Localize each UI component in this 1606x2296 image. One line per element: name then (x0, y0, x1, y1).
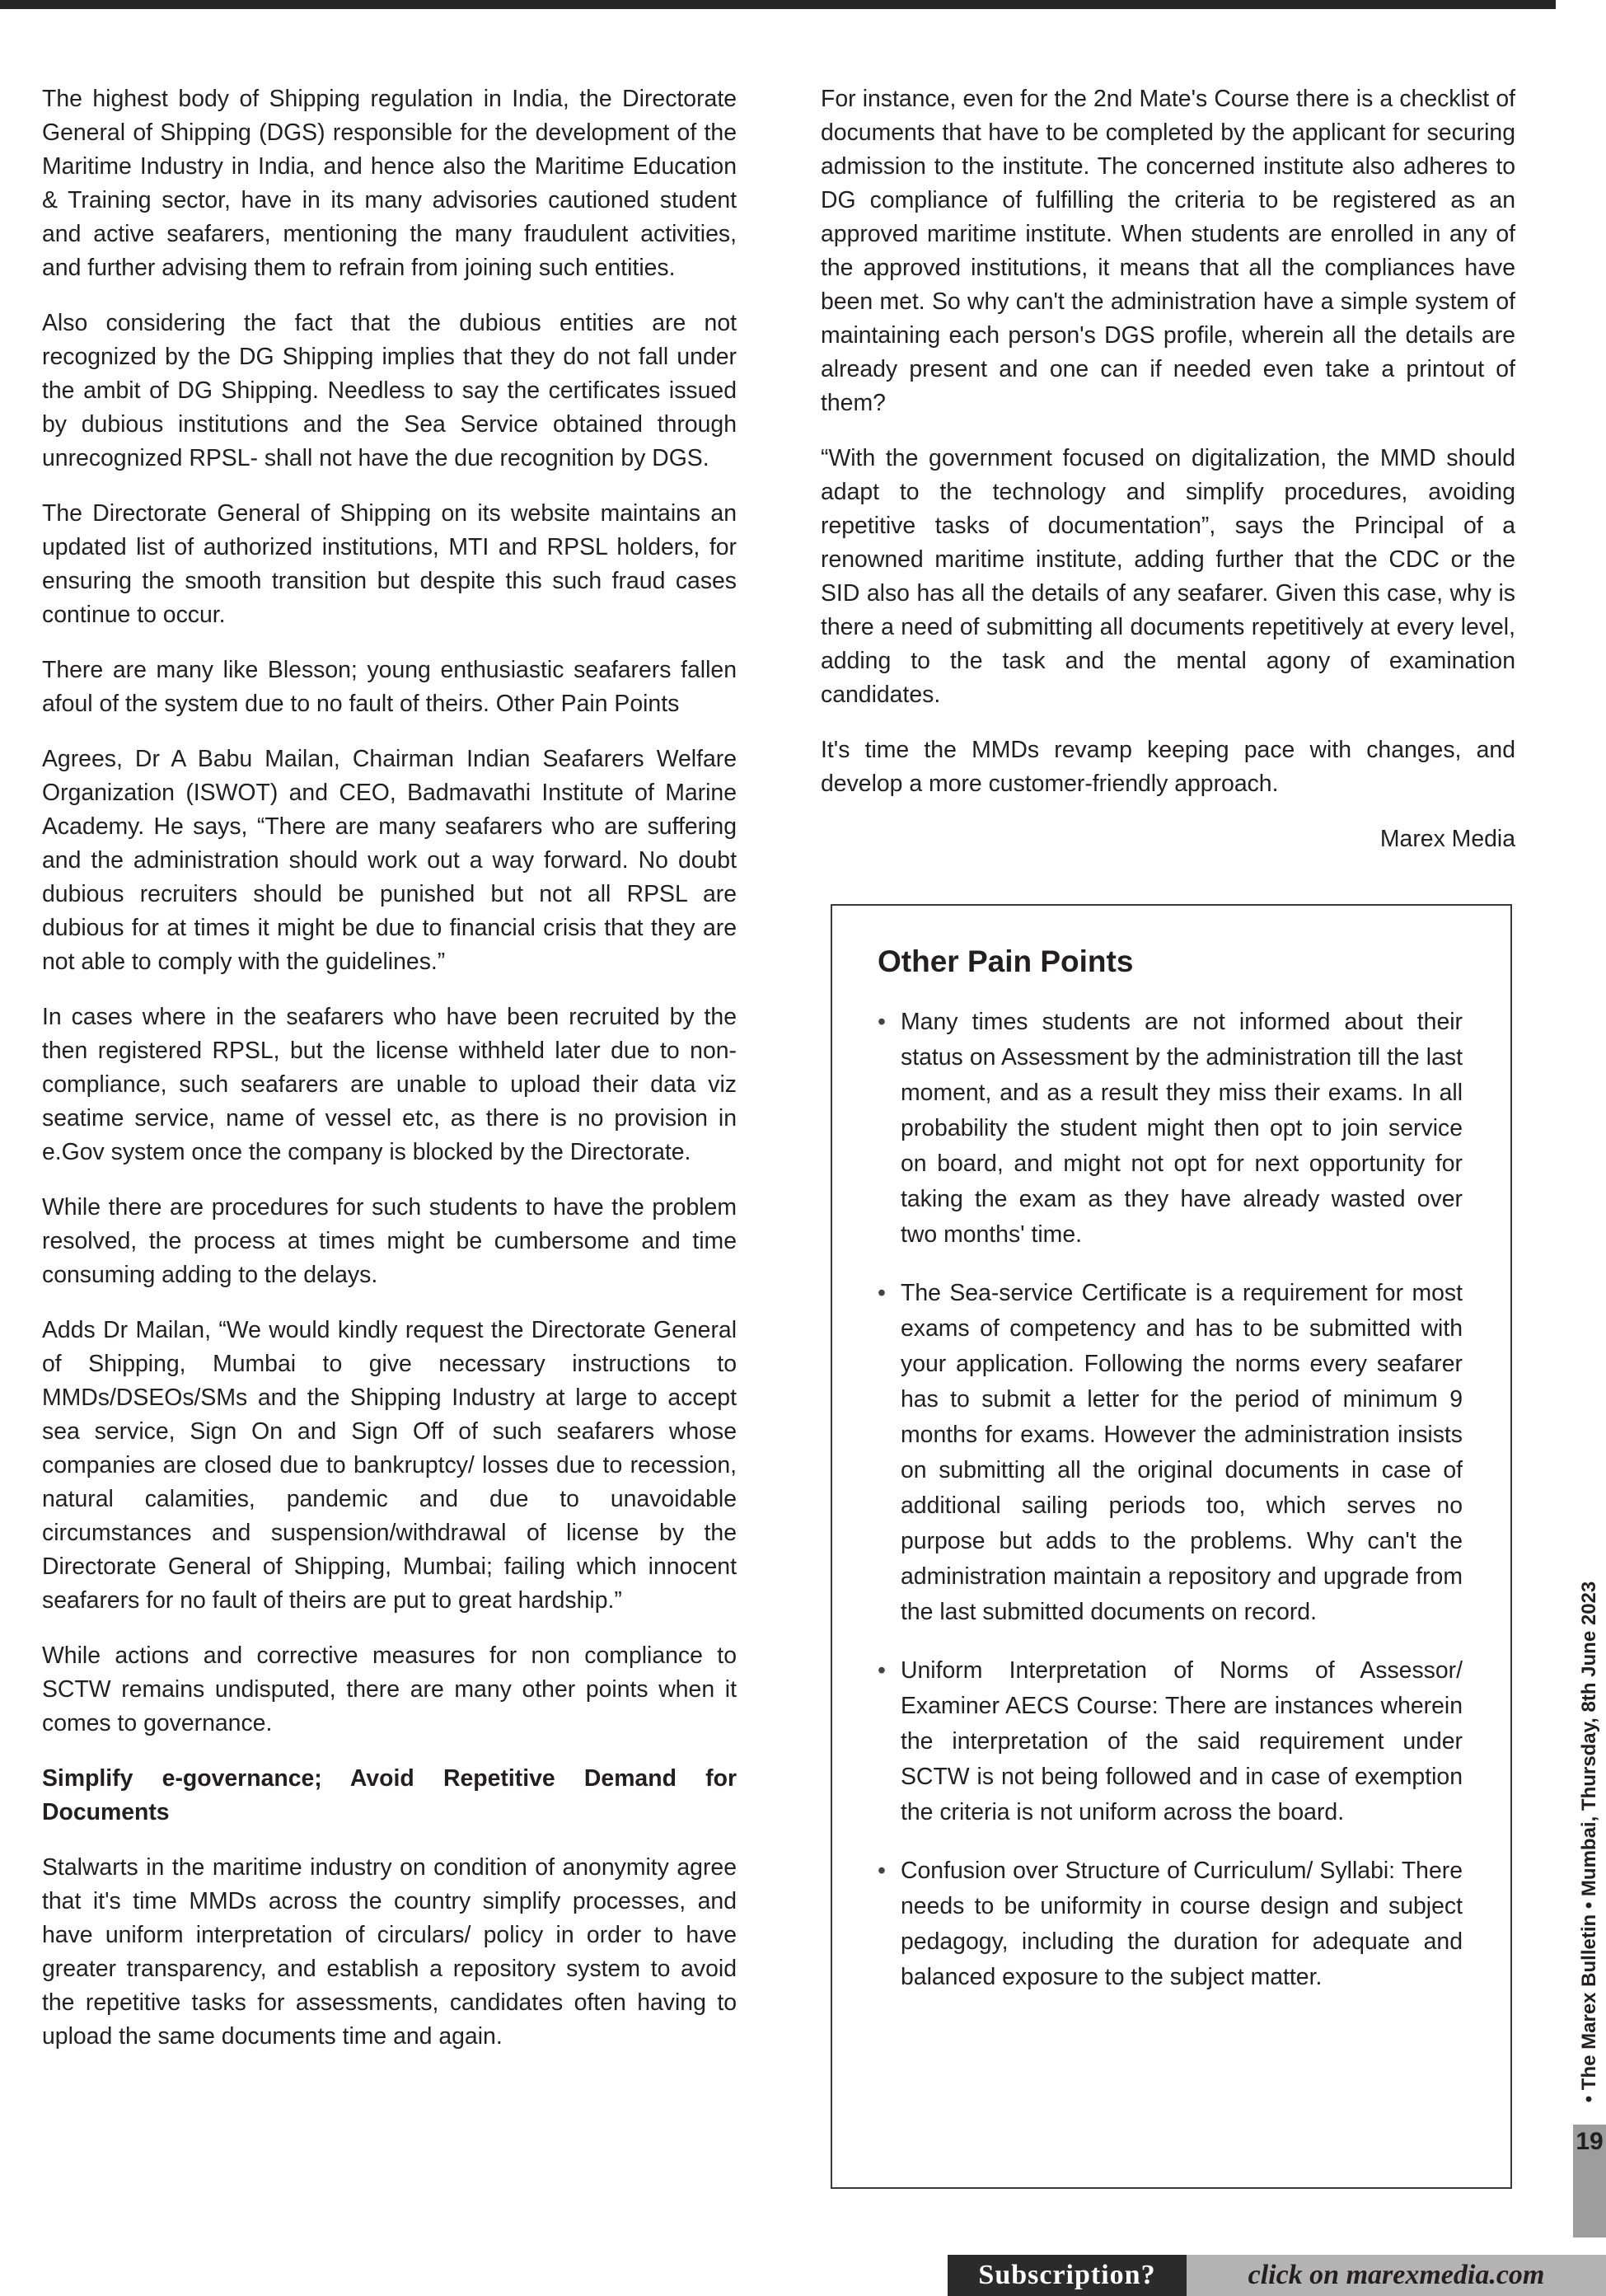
paragraph: “With the government focused on digitalization, the MMD should adapt to the technology and simplify procedures, avoiding repetitive tasks of documentation”, says the Principal of a renowned maritime institute, adding further that the CDC or the SID also has all the details of any seafarer. Given this case, why is there a need of submitting all documents repetitively at every level, adding to the task and the mental agony of examination candidates. (821, 445, 1515, 708)
paragraph: There are many like Blesson; young enthusiastic seafarers fallen afoul of the system due to no fault of theirs. Other Pain Points (42, 657, 737, 717)
page-number: 19 (1576, 2128, 1604, 2155)
right-column (821, 82, 1515, 878)
byline: Marex Media (1379, 826, 1515, 852)
paragraph: The Directorate General of Shipping on its website maintains an updated list of authorized institutions, MTI and RPSL holders, for ensuring the smooth transition but despite this such fraud cases continue to occur. (42, 500, 737, 628)
list-item: • Confusion over Structure of Curriculum/ Syllabi: There needs to be uniformity in course design and subject pedagogy, including the duration for adequate and balanced exposure to the subject matter. (878, 1853, 1463, 1995)
paragraph: For instance, even for the 2nd Mate's Course there is a checklist of documents that have to be completed by the applicant for securing admission to the institute. The concerned institute also adheres to DG compliance of fulfilling the criteria to be registered as an approved maritime institute. When students are enrolled in any of the approved institutions, it means that all the compliances have been met. So why can't the administration have a simple system of maintaining each person's DGS profile, wherein all the details are already present and one can if needed even take a printout of them? (821, 86, 1515, 416)
paragraph: Agrees, Dr A Babu Mailan, Chairman Indian Seafarers Welfare Organization (ISWOT) and CEO, Badmavathi Institute of Marine Academy. He says, “There are many seafarers who are suffering and the administration should work out a way forward. No doubt dubious recruiters should be punished but not all RPSL are dubious for at times it might be due to financial crisis that they are not able to comply with the guidelines.” (42, 746, 737, 975)
section-heading: Simplify e-governance; Avoid Repetitive Demand for Documents (42, 1765, 737, 1825)
top-rule (0, 0, 1556, 9)
paragraph: Adds Dr Mailan, “We would kindly request the Directorate General of Shipping, Mumbai to give necessary instructions to MMDs/DSEOs/SMs and the Shipping Industry at large to accept sea service, Sign On and Sign Off of such seafarers whose companies are closed due to bankruptcy/ losses due to recession, natural calamities, pandemic and due to unavoidable circumstances and suspension/withdrawal of license by the Directorate General of Shipping, Mumbai; failing which innocent seafarers for no fault of theirs are put to great hardship.” (42, 1317, 737, 1614)
subscription-link[interactable]: click on marexmedia.com (1187, 2255, 1606, 2296)
paragraph: It's time the MMDs revamp keeping pace with changes, and develop a more customer-friendly approach. (821, 737, 1515, 797)
paragraph: Also considering the fact that the dubious entities are not recognized by the DG Shipping implies that they do not fall under the ambit of DG Shipping. Needless to say the certificates issued by dubious institutions and the Sea Service obtained through unrecognized RPSL- shall not have the due recognition by DGS. (42, 310, 737, 471)
paragraph: Stalwarts in the maritime industry on condition of anonymity agree that it's time MMDs across the country simplify processes, and have uniform interpretation of circulars/ policy in order to have greater transparency, and establish a repository system to avoid the repetitive tasks for assessments, candidates often having to upload the same documents time and again. (42, 1854, 737, 2050)
paragraph: While there are procedures for such students to have the problem resolved, the process at times might be cumbersome and time consuming adding to the delays. (42, 1194, 737, 1288)
list-item: • Uniform Interpretation of Norms of Assessor/ Examiner AECS Course: There are instances wherein the interpretation of the said requirement under SCTW is not being followed and in case of exemption the criteria is not uniform across the board. (878, 1653, 1463, 1830)
subscription-label: Subscription? (948, 2255, 1187, 2296)
pain-points-list (878, 1005, 1463, 1995)
list-item: • The Sea-service Certificate is a requirement for most exams of competency and has to be submitted with your application. Following the norms every seafarer has to submit a letter for the period of minimum 9 months for exams. However the administration insists on submitting all the original documents in case of additional sailing periods too, which serves no purpose but adds to the problems. Why can't the administration maintain a repository and upgrade from the last submitted documents on record. (878, 1276, 1463, 1630)
list-item: • Many times students are not informed about their status on Assessment by the administration till the last moment, and as a result they miss their exams. In all probability the student might then opt to join service on board, and might not opt for next opportunity for taking the exam as they have already wasted over two months' time. (878, 1005, 1463, 1253)
left-column (42, 82, 737, 2075)
pain-points-box (831, 904, 1512, 2189)
paragraph: The highest body of Shipping regulation in India, the Directorate General of Shipping (DGS) responsible for the development of the Maritime Industry in India, and hence also the Maritime Education & Training sector, have in its many advisories cautioned student and active seafarers, mentioning the many fraudulent activities, and further advising them to refrain from joining such entities. (42, 86, 737, 281)
paragraph: While actions and corrective measures for non compliance to SCTW remains undisputed, there are many other points when it comes to governance. (42, 1642, 737, 1736)
running-head: • The Marex Bulletin • Mumbai, Thursday, 8th June 2023 (1578, 1581, 1600, 2103)
paragraph: In cases where in the seafarers who have been recruited by the then registered RPSL, but the license withheld later due to non-compliance, such seafarers are unable to upload their data viz seatime service, name of vessel etc, as there is no provision in e.Gov system once the company is blocked by the Directorate. (42, 1004, 737, 1165)
box-title: Other Pain Points (878, 944, 1134, 978)
